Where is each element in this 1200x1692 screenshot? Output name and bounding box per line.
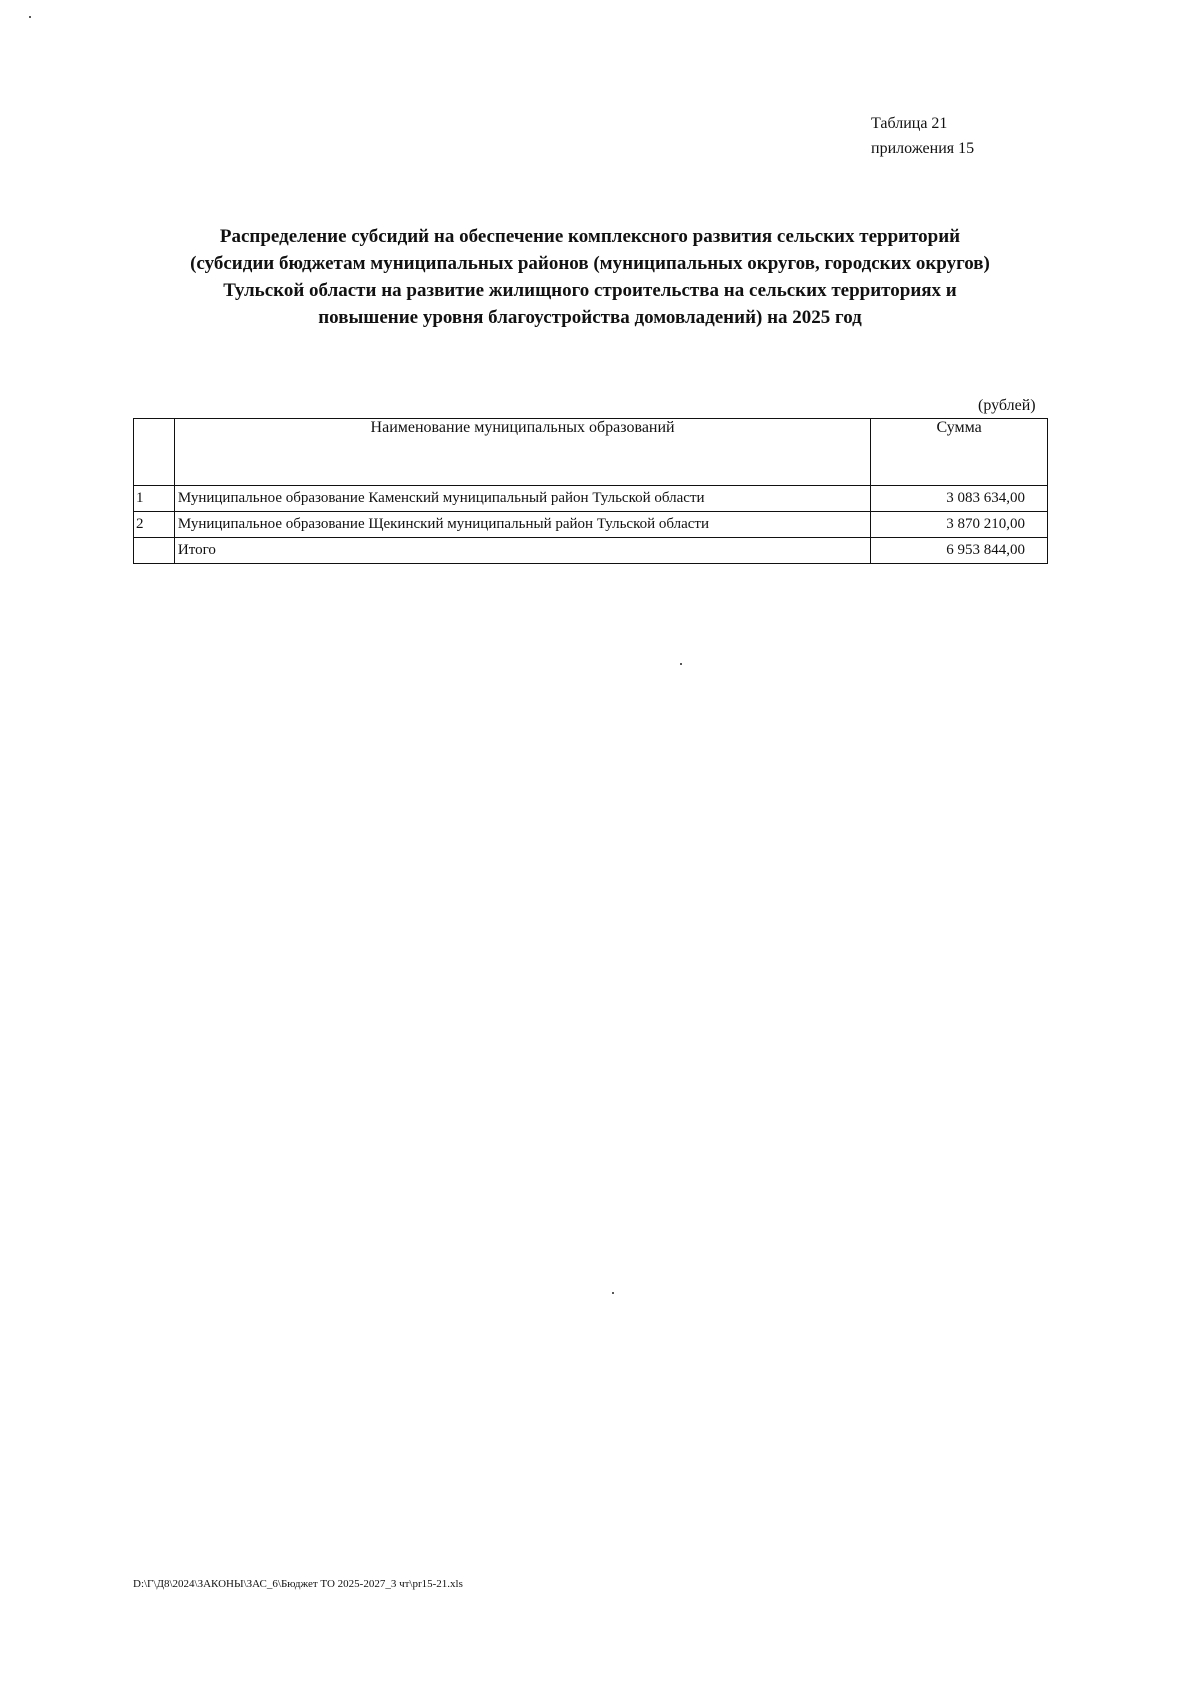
row-num — [134, 538, 175, 564]
reference-block — [871, 111, 974, 161]
file-path-footer: D:\Г\Д8\2024\ЗАКОНЫ\ЗАС_6\Бюджет ТО 2025-2027_3 чт\pr15-21.xls — [133, 1578, 463, 1590]
row-num: 1 — [134, 486, 175, 512]
table-row — [134, 486, 1048, 512]
table-number-label: Таблица 21 — [871, 115, 948, 132]
scan-speck — [612, 1292, 614, 1294]
document-title — [120, 223, 1060, 331]
title-line: Тульской области на развитие жилищного строительства на сельских территориях и — [223, 280, 957, 301]
table-row — [134, 512, 1048, 538]
row-sum: 3 870 210,00 — [871, 512, 1048, 538]
row-sum: 6 953 844,00 — [871, 538, 1048, 564]
row-num: 2 — [134, 512, 175, 538]
row-sum: 3 083 634,00 — [871, 486, 1048, 512]
scan-speck — [29, 16, 31, 18]
row-name: Итого — [174, 538, 870, 564]
header-sum: Сумма — [871, 419, 1048, 486]
units-label: (рублей) — [978, 397, 1036, 414]
appendix-label: приложения 15 — [871, 140, 975, 157]
table-total-row — [134, 538, 1048, 564]
table-header-row — [134, 419, 1048, 486]
title-line: Распределение субсидий на обеспечение комплексного развития сельских территорий — [219, 226, 961, 247]
header-num — [134, 419, 175, 486]
header-name: Наименование муниципальных образований — [174, 419, 870, 486]
subsidies-table — [133, 418, 1048, 564]
scan-speck — [680, 663, 682, 665]
row-name: Муниципальное образование Щекинский муниципальный район Тульской области — [174, 512, 870, 538]
title-line: (субсидии бюджетам муниципальных районов (муниципальных округов, городских округов) — [190, 253, 990, 274]
title-line: повышение уровня благоустройства домовладений) на 2025 год — [318, 307, 862, 328]
row-name: Муниципальное образование Каменский муниципальный район Тульской области — [174, 486, 870, 512]
